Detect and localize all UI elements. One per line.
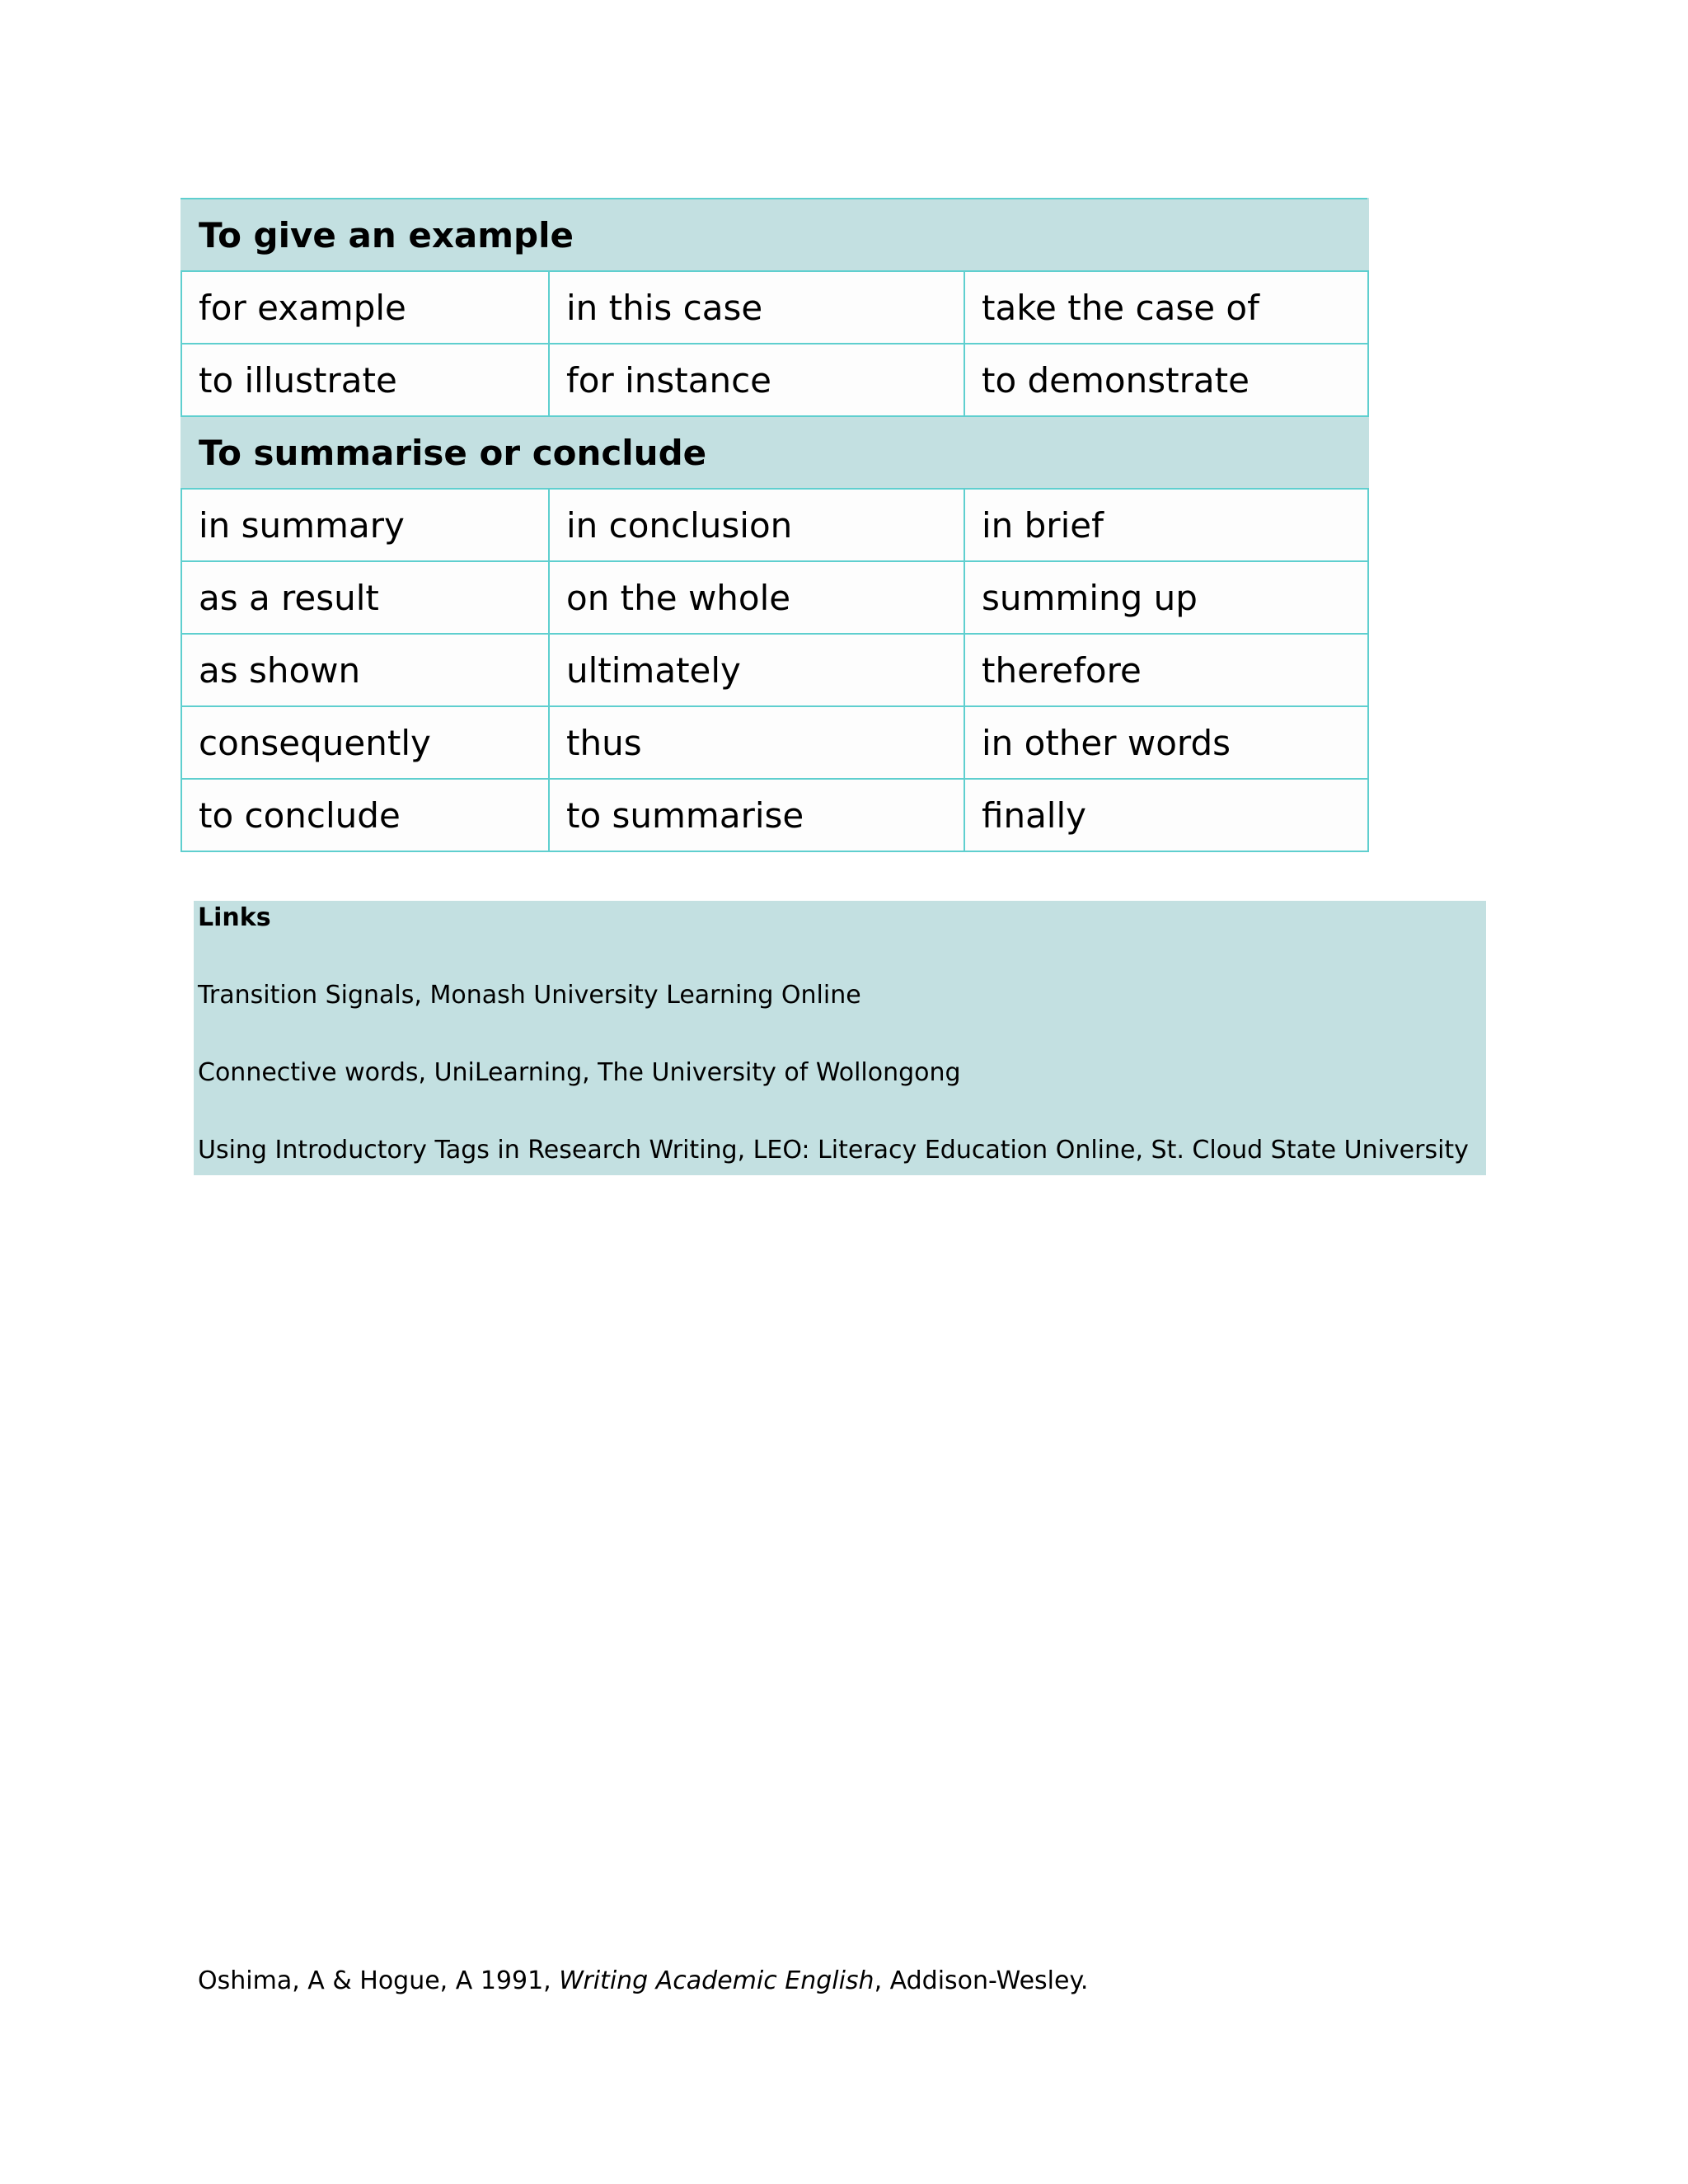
table-cell: for instance bbox=[549, 344, 964, 416]
table-cell: to illustrate bbox=[181, 344, 549, 416]
reference-publisher: , Addison-Wesley. bbox=[874, 1966, 1089, 1995]
table-row bbox=[181, 561, 1368, 634]
table-row bbox=[181, 706, 1368, 779]
table-cell: to conclude bbox=[181, 779, 549, 851]
table-cell: in summary bbox=[181, 489, 549, 561]
table-row bbox=[181, 271, 1368, 344]
table-row bbox=[181, 489, 1368, 561]
reference-authors: Oshima, A & Hogue, A 1991, bbox=[198, 1966, 560, 1995]
table-cell: summing up bbox=[964, 561, 1368, 634]
table-cell: consequently bbox=[181, 706, 549, 779]
table-row bbox=[181, 634, 1368, 706]
table-cell: as a result bbox=[181, 561, 549, 634]
links-title: Links bbox=[198, 903, 271, 932]
links-box bbox=[194, 901, 1486, 1175]
link-introductory-tags[interactable]: Using Introductory Tags in Research Writing, LEO: Literacy Education Online, St. Cloud State University bbox=[198, 1136, 1469, 1165]
table-cell: thus bbox=[549, 706, 964, 779]
table-row bbox=[181, 344, 1368, 416]
table-cell: in this case bbox=[549, 271, 964, 344]
transition-phrases-table bbox=[181, 198, 1369, 852]
section-header-row bbox=[181, 416, 1368, 489]
table-cell: therefore bbox=[964, 634, 1368, 706]
table-cell: in conclusion bbox=[549, 489, 964, 561]
table-row bbox=[181, 779, 1368, 851]
table-cell: ultimately bbox=[549, 634, 964, 706]
table-cell: for example bbox=[181, 271, 549, 344]
reference-title: Writing Academic English bbox=[559, 1966, 874, 1995]
link-connective-words[interactable]: Connective words, UniLearning, The University of Wollongong bbox=[198, 1058, 961, 1087]
section-heading-example: To give an example bbox=[181, 199, 1368, 271]
table-cell: on the whole bbox=[549, 561, 964, 634]
section-header-row bbox=[181, 199, 1368, 271]
section-heading-summarise: To summarise or conclude bbox=[181, 416, 1368, 489]
table-cell: to demonstrate bbox=[964, 344, 1368, 416]
table-cell: in other words bbox=[964, 706, 1368, 779]
reference-citation bbox=[198, 1963, 1088, 1999]
table-cell: as shown bbox=[181, 634, 549, 706]
table-cell: finally bbox=[964, 779, 1368, 851]
link-transition-signals[interactable]: Transition Signals, Monash University Learning Online bbox=[198, 981, 861, 1010]
table-cell: to summarise bbox=[549, 779, 964, 851]
table-cell: in brief bbox=[964, 489, 1368, 561]
table-cell: take the case of bbox=[964, 271, 1368, 344]
